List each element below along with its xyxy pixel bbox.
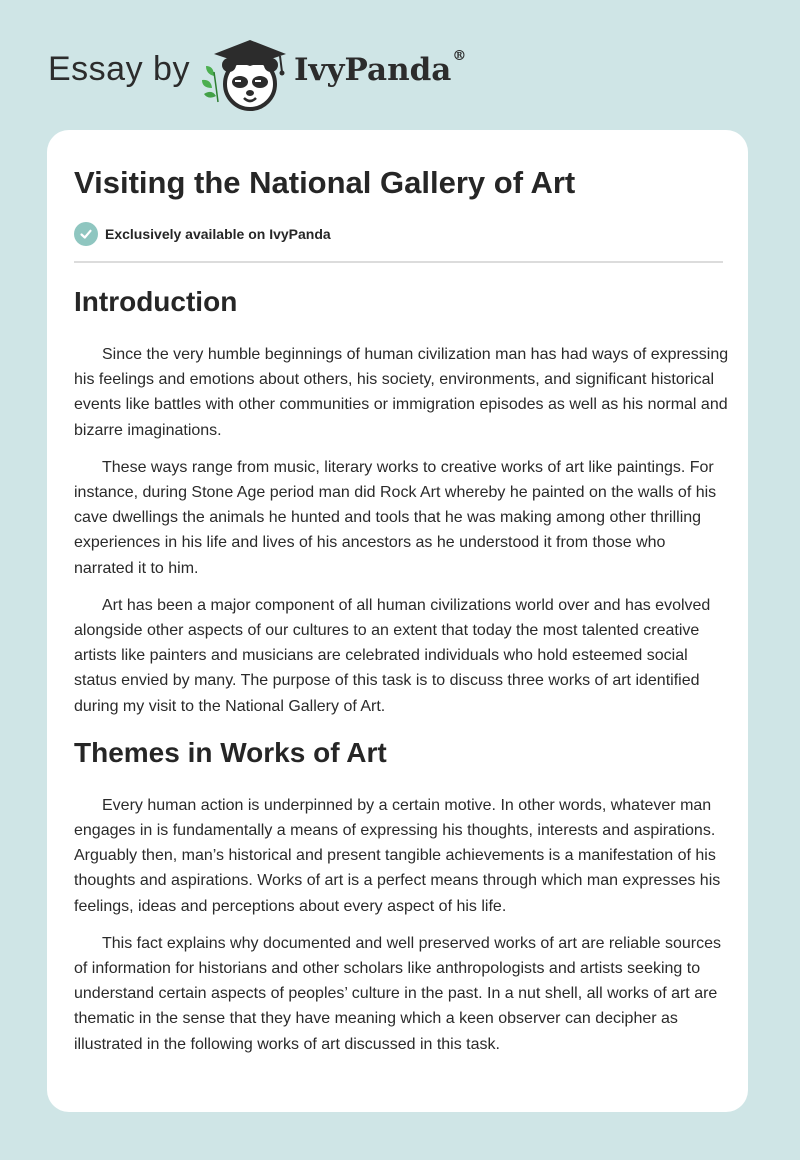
paragraph: Since the very humble beginnings of human civilization man has had ways of expressing his feelings and emotions about others, his society, environments, and significant historical events like battles with other communities or immigration episodes as well as his normal and bizarre imaginations. bbox=[74, 346, 729, 439]
registered-mark: ® bbox=[452, 48, 467, 64]
site-header bbox=[48, 34, 548, 114]
paragraph: Every human action is underpinned by a certain motive. In other words, whatever man engages in is fundamentally a means of expressing his thoughts, interests and aspirations. Arguably then, man’s historical and present tangible achievements is a manifestation of his thoughts and aspirations. Works of art is a perfect means through which man expresses his feelings, ideas and perceptions about every aspect of his life. bbox=[74, 796, 721, 915]
paragraph: This fact explains why documented and well preserved works of art are reliable sources of information for historians and other scholars like anthropologists and artists seeking to understand certain aspects of peoples’ culture in the past. In a nut shell, all works of art are thematic in the sense that they have meaning which a keen observer can decipher as illustrated in the following works of art discussed in this task. bbox=[74, 934, 721, 1053]
exclusive-badge bbox=[74, 222, 331, 246]
paragraph: These ways range from music, literary works to creative works of art like paintings. For instance, during Stone Age period man did Rock Art whereby he painted on the walls of his cave dwellings the animals he hunted and tools that he was making among other thrilling experiences in his life and lives of his ancestors as he understood it from those who narrated it to him. bbox=[74, 458, 717, 577]
paragraph: Art has been a major component of all human civilizations world over and has evolved alongside other aspects of our cultures to an extent that today the most talented creative artists like painters and musicians are celebrated individuals who hold esteemed social status envied by many. The purpose of this task is to discuss three works of art identified during my visit to the National Gallery of Art. bbox=[74, 596, 711, 715]
divider bbox=[74, 261, 723, 263]
panda-graduate-icon[interactable] bbox=[200, 36, 294, 112]
section-heading-introduction: Introduction bbox=[74, 286, 238, 317]
brand-text: IvyPanda bbox=[294, 52, 452, 88]
check-circle-icon bbox=[74, 222, 98, 246]
essay-card bbox=[47, 130, 748, 1112]
essay-by-label: Essay by bbox=[48, 50, 190, 88]
brand-name[interactable] bbox=[294, 48, 467, 88]
page-title: Visiting the National Gallery of Art bbox=[74, 165, 576, 200]
ivy-leaf-icon bbox=[202, 66, 218, 102]
exclusive-label: Exclusively available on IvyPanda bbox=[105, 226, 331, 242]
section-heading-themes: Themes in Works of Art bbox=[74, 736, 387, 768]
essay-body bbox=[74, 280, 729, 1069]
